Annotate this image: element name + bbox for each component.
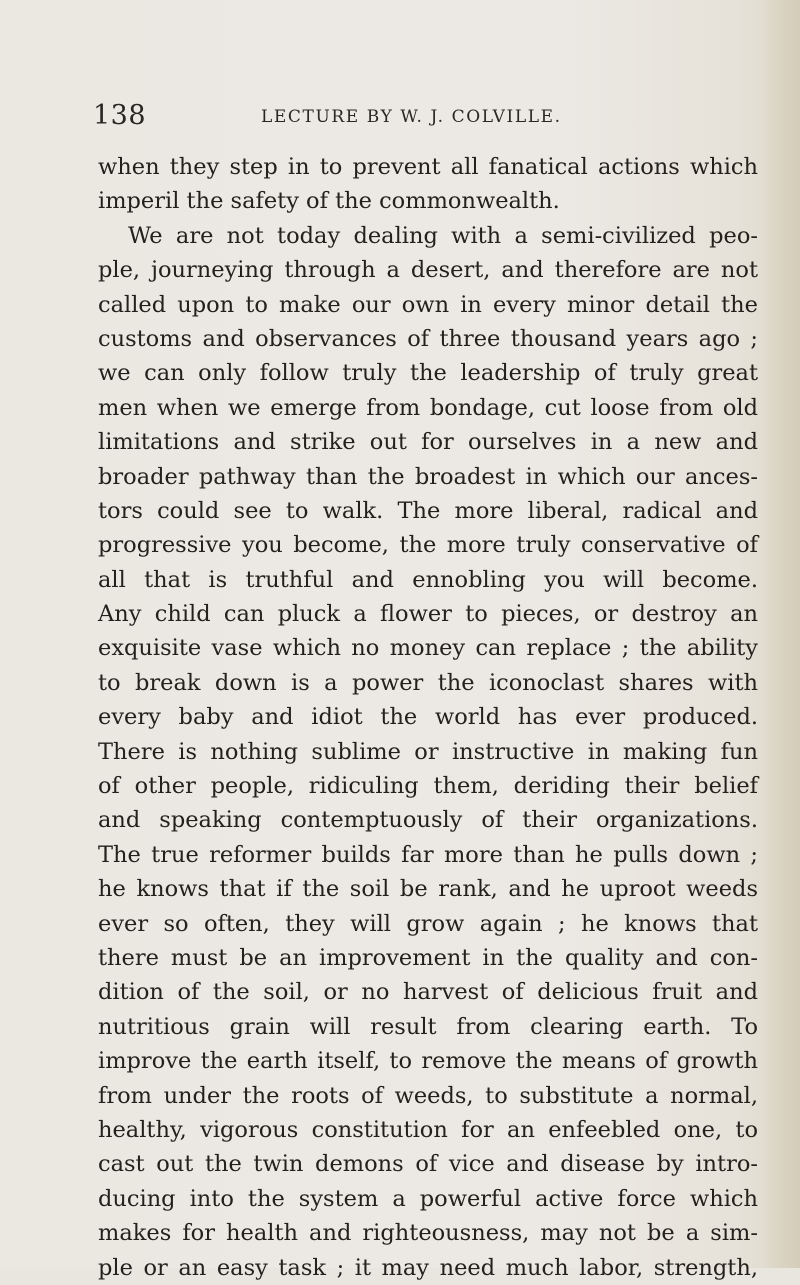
text-line: of other people, ridiculing them, deriding their belief	[98, 773, 758, 800]
text-line: cast out the twin demons of vice and disease by intro-	[98, 1151, 758, 1178]
text-line: There is nothing sublime or instructive in making fun	[98, 738, 758, 765]
text-line: ple or an easy task ; it may need much labor, strength,	[98, 1254, 758, 1281]
text-line: he knows that if the soil be rank, and he uproot weeds	[98, 876, 758, 903]
text-line: The true reformer builds far more than he pulls down ;	[98, 841, 758, 868]
page-number: 138	[93, 100, 147, 131]
text-line: ple, journeying through a desert, and therefore are not	[98, 257, 758, 284]
text-line: nutritious grain will result from clearing earth. To	[98, 1013, 758, 1040]
text-line: We are not today dealing with a semi-civilized peo-	[128, 222, 758, 249]
text-line: and speaking contemptuously of their organizations.	[98, 807, 758, 834]
text-line: progressive you become, the more truly conservative of	[98, 532, 758, 559]
text-line: we can only follow truly the leadership of truly great	[98, 360, 758, 387]
text-line: customs and observances of three thousand years ago ;	[98, 325, 758, 352]
text-line: to break down is a power the iconoclast shares with	[98, 669, 758, 696]
text-line: makes for health and righteousness, may not be a sim-	[98, 1220, 758, 1247]
page-edge-shadow	[760, 0, 800, 1268]
text-line: ducing into the system a powerful active force which	[98, 1185, 758, 1212]
text-line: from under the roots of weeds, to substitute a normal,	[98, 1082, 758, 1109]
text-line: ever so often, they will grow again ; he knows that	[98, 910, 758, 937]
text-line: exquisite vase which no money can replace ; the ability	[98, 635, 758, 662]
text-line: dition of the soil, or no harvest of delicious fruit and	[98, 979, 758, 1006]
text-line: there must be an improvement in the quality and con-	[98, 944, 758, 971]
text-line: imperil the safety of the commonwealth.	[98, 188, 560, 215]
text-line: broader pathway than the broadest in which our ances-	[98, 463, 758, 490]
text-line: improve the earth itself, to remove the means of growth	[98, 1048, 758, 1075]
text-line: every baby and idiot the world has ever produced.	[98, 704, 758, 731]
text-line: Any child can pluck a flower to pieces, or destroy an	[98, 601, 758, 628]
running-head	[93, 100, 653, 134]
text-line: limitations and strike out for ourselves in a new and	[98, 429, 758, 456]
running-head-title: LECTURE BY W. J. COLVILLE.	[261, 107, 562, 127]
text-line: men when we emerge from bondage, cut loose from old	[98, 394, 758, 421]
text-line: called upon to make our own in every minor detail the	[98, 291, 758, 318]
text-line: healthy, vigorous constitution for an enfeebled one, to	[98, 1116, 758, 1143]
text-line: all that is truthful and ennobling you will become.	[98, 566, 758, 593]
body-text	[98, 150, 758, 1285]
text-line: when they step in to prevent all fanatical actions which	[98, 154, 758, 180]
text-line: tors could see to walk. The more liberal, radical and	[98, 497, 758, 524]
